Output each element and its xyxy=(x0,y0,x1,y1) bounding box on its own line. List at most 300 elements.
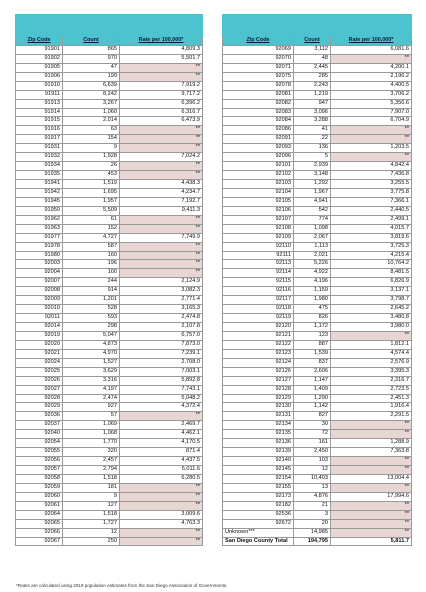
zip-cell: 92121 xyxy=(223,331,294,340)
rate-cell: 2,451.3 xyxy=(331,394,412,403)
rate-cell: 3,137.1 xyxy=(331,287,412,296)
table-row xyxy=(223,81,412,90)
zip-cell: 91905 xyxy=(16,63,63,72)
rate-cell: 2,723.5 xyxy=(331,385,412,394)
rate-cell: 5,356.6 xyxy=(331,99,412,108)
count-cell: 2,021 xyxy=(294,251,331,260)
rate-cell: 1,812.1 xyxy=(331,340,412,349)
table-row xyxy=(16,394,203,403)
rate-cell: ** xyxy=(120,242,203,251)
table-row xyxy=(16,403,203,412)
rate-cell: 6,704.9 xyxy=(331,117,412,126)
table-row xyxy=(223,242,412,251)
count-cell: 593 xyxy=(63,314,120,323)
rate-cell: ** xyxy=(331,135,412,144)
table-row xyxy=(223,233,412,242)
count-cell: 528 xyxy=(63,305,120,314)
right-zip-table xyxy=(222,14,412,546)
count-cell: 1,980 xyxy=(294,296,331,305)
rate-cell: 6,826.9 xyxy=(331,278,412,287)
count-cell: 837 xyxy=(294,358,331,367)
count-cell: 927 xyxy=(63,403,120,412)
table-row xyxy=(223,519,412,528)
table-row xyxy=(223,54,412,63)
count-cell: 5 xyxy=(294,153,331,162)
count-cell: 475 xyxy=(294,305,331,314)
table-row xyxy=(16,305,203,314)
rate-cell: 6,316.7 xyxy=(120,108,203,117)
zip-cell: 92026 xyxy=(16,376,63,385)
table-row xyxy=(16,349,203,358)
table-row xyxy=(16,63,203,72)
table-row xyxy=(223,135,412,144)
rate-cell: 5,048.2 xyxy=(120,394,203,403)
table-row xyxy=(223,448,412,457)
count-cell: 3,096 xyxy=(294,108,331,117)
table-row xyxy=(223,323,412,332)
count-cell: 827 xyxy=(294,412,331,421)
zip-cell: 92107 xyxy=(223,215,294,224)
table-row xyxy=(223,483,412,492)
count-cell: 5,047 xyxy=(63,331,120,340)
rate-cell: 4,842.4 xyxy=(331,162,412,171)
zip-cell: 92003 xyxy=(16,260,63,269)
rate-cell: 17,994.6 xyxy=(331,492,412,501)
rate-cell: 2,440.5 xyxy=(331,206,412,215)
table-row xyxy=(16,278,203,287)
rate-cell: 3,819.6 xyxy=(331,233,412,242)
rate-cell: 3,725.3 xyxy=(331,242,412,251)
table-row xyxy=(223,331,412,340)
zip-cell: 92122 xyxy=(223,340,294,349)
count-cell: 1,060 xyxy=(63,108,120,117)
rate-cell: 3,255.5 xyxy=(331,180,412,189)
rate-cell: 9,411.3 xyxy=(120,206,203,215)
zip-cell: 91931 xyxy=(16,144,63,153)
rate-cell: 5,892.8 xyxy=(120,376,203,385)
table-row xyxy=(16,376,203,385)
count-cell: 285 xyxy=(294,72,331,81)
rate-cell: 2,708.0 xyxy=(120,358,203,367)
rate-cell: 2,474.8 xyxy=(120,314,203,323)
zip-cell: 92071 xyxy=(223,63,294,72)
rate-cell: 4,015.7 xyxy=(331,224,412,233)
rate-cell: ** xyxy=(120,501,203,510)
rate-cell: 6,081.6 xyxy=(331,45,412,54)
rate-cell: 7,003.1 xyxy=(120,367,203,376)
rate-cell: ** xyxy=(120,251,203,260)
count-cell: 1,113 xyxy=(294,242,331,251)
zip-cell: 92084 xyxy=(223,117,294,126)
rate-cell: ** xyxy=(120,483,203,492)
zip-cell: 92059 xyxy=(16,483,63,492)
table-row xyxy=(16,188,203,197)
zip-cell: 92128 xyxy=(223,385,294,394)
table-row xyxy=(223,197,412,206)
zip-cell: 92182 xyxy=(223,501,294,510)
table-row xyxy=(16,314,203,323)
count-cell: 3,316 xyxy=(63,376,120,385)
count-cell: 947 xyxy=(294,99,331,108)
table-row xyxy=(223,251,412,260)
rate-cell: 1,203.5 xyxy=(331,144,412,153)
count-cell: 9 xyxy=(63,492,120,501)
table-row xyxy=(16,153,203,162)
count-cell: 4,196 xyxy=(294,278,331,287)
rate-cell: 2,576.9 xyxy=(331,358,412,367)
count-cell: 3,288 xyxy=(294,117,331,126)
count-cell: 1,695 xyxy=(63,188,120,197)
table-row xyxy=(223,278,412,287)
count-cell: 887 xyxy=(294,340,331,349)
count-cell: 161 xyxy=(294,439,331,448)
count-cell: 136 xyxy=(294,144,331,153)
count-cell: 22 xyxy=(294,135,331,144)
zip-cell: 92004 xyxy=(16,269,63,278)
count-cell: 970 xyxy=(63,54,120,63)
table-row xyxy=(223,126,412,135)
table-row xyxy=(16,242,203,251)
table-row xyxy=(223,63,412,72)
zip-cell: 92029 xyxy=(16,403,63,412)
count-cell: 1,957 xyxy=(63,197,120,206)
rate-cell: 6,396.2 xyxy=(120,99,203,108)
zip-cell: 91917 xyxy=(16,135,63,144)
count-cell: 4,876 xyxy=(294,492,331,501)
zip-cell: 91934 xyxy=(16,162,63,171)
count-cell: 1,069 xyxy=(63,421,120,430)
table-row xyxy=(16,81,203,90)
table-row xyxy=(16,99,203,108)
rate-cell: 7,239.1 xyxy=(120,349,203,358)
rate-cell: 3,165.3 xyxy=(120,305,203,314)
count-cell: 5,226 xyxy=(294,260,331,269)
rate-cell: 6,280.5 xyxy=(120,474,203,483)
count-cell: 1,290 xyxy=(294,394,331,403)
table-row xyxy=(16,492,203,501)
table-row xyxy=(223,358,412,367)
rate-cell: 5,501.7 xyxy=(120,54,203,63)
footnote: *Rates are calculated using 2019 population estimates from the San Diego Association of Governments. xyxy=(16,583,228,588)
count-cell: 2,474 xyxy=(63,394,120,403)
table-row xyxy=(223,188,412,197)
count-cell: 13 xyxy=(294,483,331,492)
count-cell: 250 xyxy=(63,537,120,546)
rate-cell: 4,809.3 xyxy=(120,45,203,54)
count-cell: 48 xyxy=(294,54,331,63)
zip-header: Zip Code xyxy=(16,37,63,46)
table-row xyxy=(223,206,412,215)
count-cell: 57 xyxy=(63,412,120,421)
zip-cell: 92114 xyxy=(223,269,294,278)
count-cell: 6,639 xyxy=(63,81,120,90)
count-cell: 2,243 xyxy=(294,81,331,90)
rate-cell: 13,004.4 xyxy=(331,474,412,483)
rate-cell: 4,372.4 xyxy=(120,403,203,412)
count-cell: 30 xyxy=(294,421,331,430)
zip-cell: 92127 xyxy=(223,376,294,385)
count-cell: 2,606 xyxy=(294,367,331,376)
table-row xyxy=(223,108,412,117)
count-cell: 453 xyxy=(63,171,120,180)
zip-cell: 92110 xyxy=(223,242,294,251)
table-row xyxy=(223,474,412,483)
zip-cell: 91916 xyxy=(16,126,63,135)
table-row xyxy=(223,99,412,108)
zip-cell: 91942 xyxy=(16,188,63,197)
zip-cell: 92109 xyxy=(223,233,294,242)
zip-cell: 92104 xyxy=(223,188,294,197)
rate-cell: 2,645.2 xyxy=(331,305,412,314)
table-row xyxy=(223,305,412,314)
rate-cell: 7,024.2 xyxy=(120,153,203,162)
table-row xyxy=(223,153,412,162)
table-row xyxy=(16,108,203,117)
zip-cell: 91980 xyxy=(16,251,63,260)
rate-cell: 5,011.6 xyxy=(120,466,203,475)
table-row xyxy=(16,457,203,466)
count-cell: 1,172 xyxy=(294,323,331,332)
count-cell: 154 xyxy=(63,135,120,144)
zip-cell: 91913 xyxy=(16,99,63,108)
table-row xyxy=(16,197,203,206)
count-cell: 152 xyxy=(63,224,120,233)
zip-cell: 92083 xyxy=(223,108,294,117)
county-total-row xyxy=(223,537,412,546)
table-row xyxy=(16,412,203,421)
rate-cell: ** xyxy=(120,72,203,81)
count-cell: 3,267 xyxy=(63,99,120,108)
zip-cell: 92040 xyxy=(16,430,63,439)
zip-cell: 92129 xyxy=(223,394,294,403)
zip-cell: 92119 xyxy=(223,314,294,323)
count-cell: 1,292 xyxy=(294,180,331,189)
table-row xyxy=(16,358,203,367)
table-row xyxy=(223,528,412,537)
count-cell: 20 xyxy=(294,519,331,528)
rate-cell: ** xyxy=(331,483,412,492)
table-row xyxy=(16,331,203,340)
zip-cell: 91910 xyxy=(16,81,63,90)
table-row xyxy=(16,519,203,528)
zip-cell: 92081 xyxy=(223,90,294,99)
rate-cell: ** xyxy=(120,215,203,224)
zip-cell: 92123 xyxy=(223,349,294,358)
rate-cell: 2,124.9 xyxy=(120,278,203,287)
zip-cell: 92134 xyxy=(223,421,294,430)
header-row xyxy=(16,37,203,46)
count-cell: 160 xyxy=(63,251,120,260)
zip-cell: 91963 xyxy=(16,224,63,233)
rate-cell: ** xyxy=(331,457,412,466)
rate-cell: 871.4 xyxy=(120,448,203,457)
table-row xyxy=(16,126,203,135)
table-row xyxy=(16,251,203,260)
rate-cell: ** xyxy=(120,171,203,180)
zip-cell: 92007 xyxy=(16,278,63,287)
table-row xyxy=(223,466,412,475)
rate-cell: ** xyxy=(120,412,203,421)
zip-cell: 92105 xyxy=(223,197,294,206)
rate-cell: 6,473.9 xyxy=(120,117,203,126)
count-cell: 10,403 xyxy=(294,474,331,483)
rate-cell: ** xyxy=(120,144,203,153)
zip-cell: 91941 xyxy=(16,180,63,189)
rate-cell: 7,907.0 xyxy=(331,108,412,117)
zip-cell: 91978 xyxy=(16,242,63,251)
zip-cell: 92075 xyxy=(223,72,294,81)
count-cell: 1,519 xyxy=(63,180,120,189)
count-cell: 3 xyxy=(294,510,331,519)
total-count: 194,795 xyxy=(294,537,331,546)
count-cell: 196 xyxy=(63,260,120,269)
rate-cell: 4,438.3 xyxy=(120,180,203,189)
table-row xyxy=(16,474,203,483)
count-cell: 826 xyxy=(294,314,331,323)
rate-cell: ** xyxy=(331,528,412,537)
header-row xyxy=(223,37,412,46)
rate-cell: 3,009.6 xyxy=(120,510,203,519)
rate-cell: 2,469.7 xyxy=(120,421,203,430)
count-cell: 26 xyxy=(63,162,120,171)
table-row xyxy=(16,537,203,546)
count-cell: 2,067 xyxy=(294,233,331,242)
zip-cell: 91914 xyxy=(16,108,63,117)
table-row xyxy=(16,45,203,54)
rate-cell: 2,499.1 xyxy=(331,215,412,224)
table-row xyxy=(223,403,412,412)
table-row xyxy=(16,466,203,475)
rate-cell: 7,743.1 xyxy=(120,385,203,394)
count-cell: 9 xyxy=(63,144,120,153)
zip-cell: 92060 xyxy=(16,492,63,501)
table-row xyxy=(223,180,412,189)
count-cell: 244 xyxy=(63,278,120,287)
table-row xyxy=(16,162,203,171)
zip-cell: 92124 xyxy=(223,358,294,367)
zip-cell: 92019 xyxy=(16,331,63,340)
rate-cell: 8,481.5 xyxy=(331,269,412,278)
count-cell: 1,098 xyxy=(294,224,331,233)
table-row xyxy=(16,430,203,439)
table-row xyxy=(223,492,412,501)
count-header: Count xyxy=(63,37,120,46)
table-row xyxy=(223,144,412,153)
count-cell: 8,242 xyxy=(63,90,120,99)
table-row xyxy=(16,260,203,269)
count-cell: 298 xyxy=(63,323,120,332)
table-row xyxy=(223,287,412,296)
zip-cell: 92155 xyxy=(223,483,294,492)
table-row xyxy=(16,528,203,537)
rate-cell: 7,919.2 xyxy=(120,81,203,90)
table-row xyxy=(16,296,203,305)
count-cell: 2,014 xyxy=(63,117,120,126)
zip-cell: 92093 xyxy=(223,144,294,153)
zip-cell: 92036 xyxy=(16,412,63,421)
zip-cell: 92108 xyxy=(223,224,294,233)
count-cell: 1,527 xyxy=(63,358,120,367)
zip-cell: 92061 xyxy=(16,501,63,510)
count-cell: 914 xyxy=(63,287,120,296)
rate-cell: 9,717.2 xyxy=(120,90,203,99)
rate-cell: ** xyxy=(120,260,203,269)
zip-cell: 92009 xyxy=(16,296,63,305)
count-cell: 127 xyxy=(63,501,120,510)
table-row xyxy=(16,90,203,99)
table-row xyxy=(223,385,412,394)
rate-cell: 3,395.3 xyxy=(331,367,412,376)
zip-cell: 92154 xyxy=(223,474,294,483)
zip-cell: 92120 xyxy=(223,323,294,332)
table-row xyxy=(223,349,412,358)
zip-cell: 92057 xyxy=(16,466,63,475)
table-row xyxy=(16,448,203,457)
count-cell: 63 xyxy=(63,126,120,135)
rate-cell: ** xyxy=(120,537,203,546)
table-row xyxy=(16,206,203,215)
count-cell: 1,518 xyxy=(63,510,120,519)
count-cell: 1,159 xyxy=(294,287,331,296)
rate-cell: ** xyxy=(331,519,412,528)
table-row xyxy=(16,117,203,126)
count-cell: 1,770 xyxy=(63,439,120,448)
rate-cell: ** xyxy=(120,162,203,171)
rate-cell: ** xyxy=(120,269,203,278)
zip-cell: 92115 xyxy=(223,278,294,287)
rate-cell: 4,200.1 xyxy=(331,63,412,72)
rate-cell: ** xyxy=(120,224,203,233)
zip-cell: 91962 xyxy=(16,215,63,224)
rate-cell: ** xyxy=(331,430,412,439)
zip-cell: 92091 xyxy=(223,135,294,144)
count-cell: 1,727 xyxy=(63,519,120,528)
zip-cell: 92054 xyxy=(16,439,63,448)
count-cell: 2,939 xyxy=(294,162,331,171)
count-cell: 103 xyxy=(294,457,331,466)
count-cell: 3,629 xyxy=(63,367,120,376)
count-cell: 61 xyxy=(63,215,120,224)
zip-cell: 92101 xyxy=(223,162,294,171)
zip-cell: 92102 xyxy=(223,171,294,180)
count-cell: 3,148 xyxy=(294,171,331,180)
zip-cell: 92126 xyxy=(223,367,294,376)
count-cell: 1,539 xyxy=(294,349,331,358)
count-cell: 1,518 xyxy=(63,474,120,483)
zip-cell: 92082 xyxy=(223,99,294,108)
table-row xyxy=(223,215,412,224)
count-cell: 2,794 xyxy=(63,466,120,475)
rate-cell: 10,764.2 xyxy=(331,260,412,269)
rate-cell: ** xyxy=(331,331,412,340)
table-row xyxy=(16,269,203,278)
table-row xyxy=(223,224,412,233)
count-cell: 4,197 xyxy=(63,385,120,394)
count-cell: 72 xyxy=(294,430,331,439)
table-row xyxy=(223,269,412,278)
rate-cell: 7,192.7 xyxy=(120,197,203,206)
count-cell: 320 xyxy=(63,448,120,457)
rate-cell: 3,706.2 xyxy=(331,90,412,99)
rate-cell: ** xyxy=(120,126,203,135)
count-cell: 4,941 xyxy=(294,197,331,206)
rate-header: Rate per 100,000* xyxy=(331,37,412,46)
zip-cell: 91950 xyxy=(16,206,63,215)
count-cell: 1,219 xyxy=(294,90,331,99)
table-row xyxy=(16,233,203,242)
count-cell: 1,928 xyxy=(63,153,120,162)
rate-cell: 3,775.8 xyxy=(331,188,412,197)
